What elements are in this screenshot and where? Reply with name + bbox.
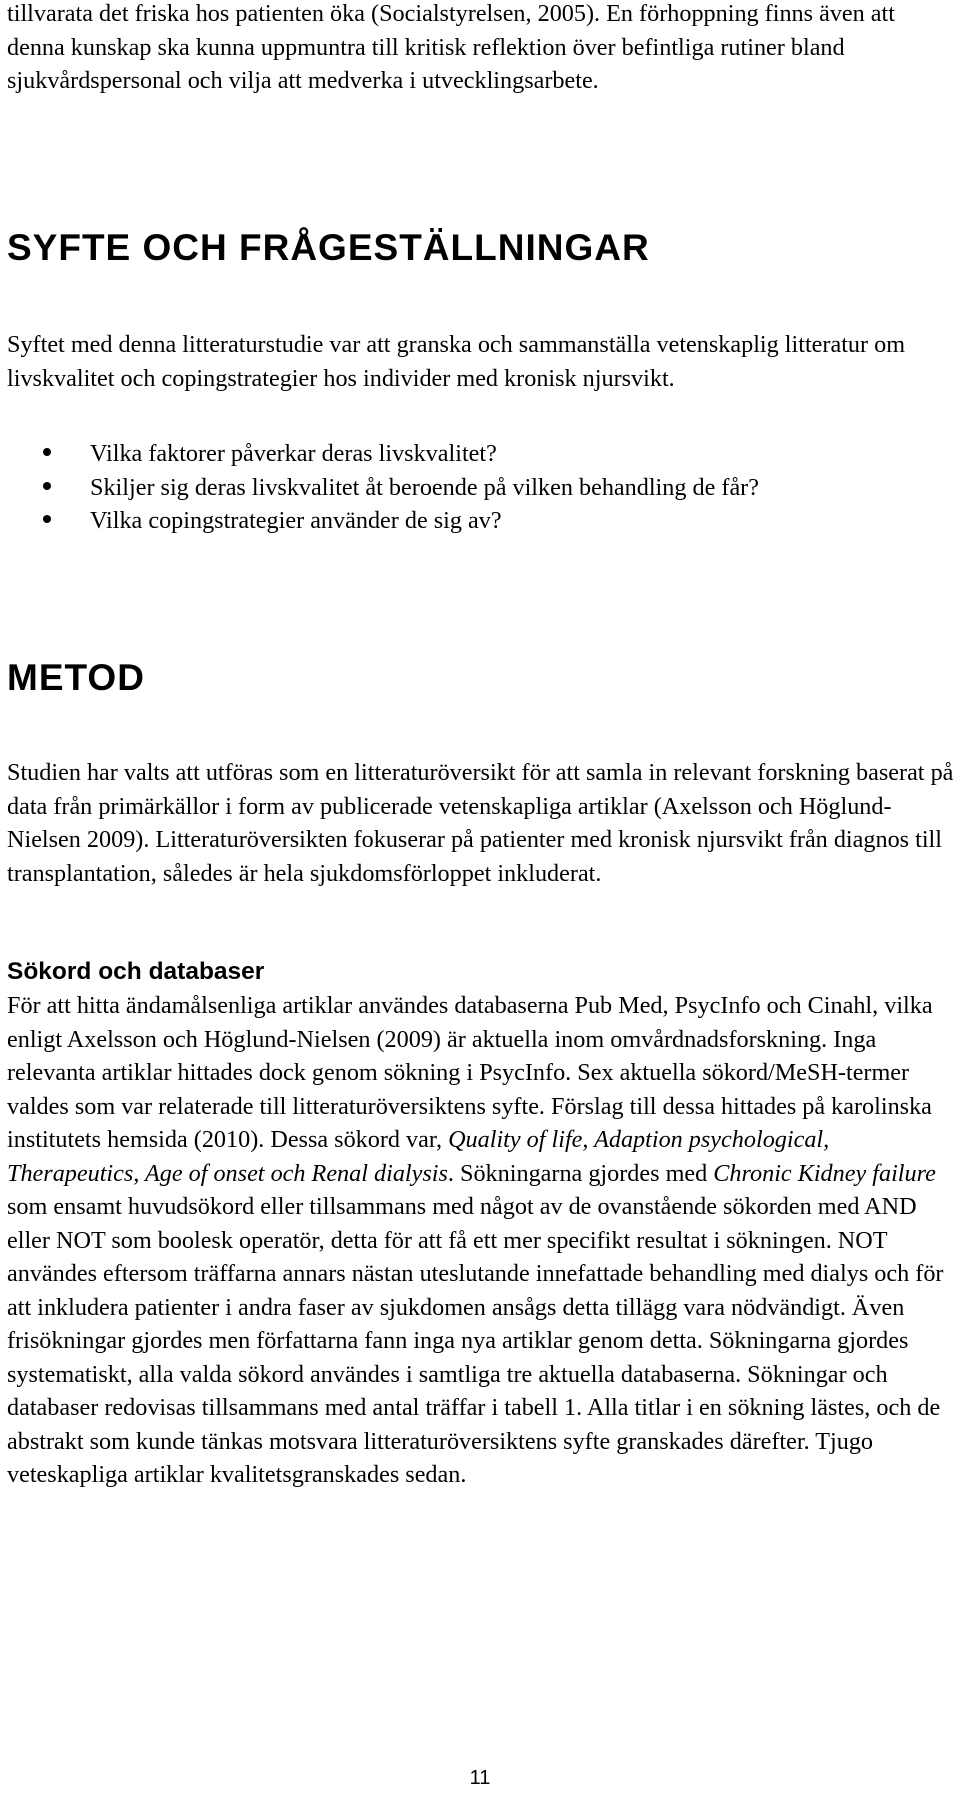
search-heading: Sökord och databaser bbox=[7, 958, 265, 985]
list-item: Skiljer sig deras livskvalitet åt beroende på vilken behandling de får? bbox=[0, 471, 950, 505]
bullet-icon bbox=[43, 448, 51, 456]
purpose-heading: SYFTE OCH FRÅGESTÄLLNINGAR bbox=[7, 227, 650, 268]
intro-paragraph: tillvarata det friska hos patienten öka (Socialstyrelsen, 2005). En förhoppning finns även att denna kunskap ska kunna uppmuntra till kritisk reflektion över befintliga rutiner bland sjukvårdspersonal och vilja att medverka i utvecklingsarbete. bbox=[7, 0, 895, 94]
main-search-term: Chronic Kidney failure bbox=[713, 1159, 936, 1187]
bullet-icon bbox=[43, 515, 51, 523]
search-terms: Quality of life, Adaption psychological, Therapeutics, Age of onset och Renal dialysis bbox=[7, 1126, 830, 1187]
list-item: Vilka copingstrategier använder de sig av? bbox=[0, 504, 950, 538]
method-paragraph: Studien har valts att utföras som en litteraturöversikt för att samla in relevant forskning baserat på data från primärkällor i form av publicerade vetenskapliga artiklar (Axelsson och Höglund-Nielsen 2009). Litteraturöversikten fokuserar på patienter med kronisk njursvikt från diagnos till transplantation, således är hela sjukdomsförloppet inkluderat. bbox=[7, 759, 954, 887]
search-paragraph: För att hitta ändamålsenliga artiklar användes databaserna Pub Med, PsycInfo och Cinahl, vilka enligt Axelsson och Höglund-Nielsen (2009) är aktuella inom omvårdnadsforskning. Inga relevanta artiklar hittades dock genom sökning i PsycInfo. Sex aktuella sökord/MeSH-termer valdes som var relaterade till litteraturöversiktens syfte. Förslag till dessa hittades på karolinska institutets hemsida (2010). Dessa sökord var, Quality of life, Adaption psychological, Therapeutics, Age of onset och Renal dialysis. Sökningarna gjordes med Chronic Kidney failure som ensamt huvudsökord eller tillsammans med något av de ovanstående sökorden med AND eller NOT som boolesk operatör, detta för att få ett mer specifikt resultat i sökningen. NOT användes eftersom träffarna annars nästan uteslutande innefattade behandling med dialys och för att inkludera patienter i andra faser av sjukdomen ansågs detta tillägg vara nödvändigt. Även frisökningar gjordes men författarna fann inga nya artiklar genom detta. Sökningarna gjordes systematiskt, alla valda sökord användes i samtliga tre aktuella databaserna. Sökningar och databaser redovisas tillsammans med antal träffar i tabell 1. Alla titlar i en sökning lästes, och de abstrakt som kunde tänkas motsvara litteraturöversiktens syfte granskades därefter. Tjugo veteskapliga artiklar kvalitetsgranskades sedan. bbox=[7, 992, 944, 1488]
list-item: Vilka faktorer påverkar deras livskvalitet? bbox=[0, 437, 950, 471]
research-questions-list bbox=[0, 437, 950, 538]
bullet-icon bbox=[43, 482, 51, 490]
page-number: 11 bbox=[469, 1767, 491, 1789]
purpose-paragraph: Syftet med denna litteraturstudie var att granska och sammanställa vetenskaplig litteratur om livskvalitet och copingstrategier hos individer med kronisk njursvikt. bbox=[7, 331, 906, 392]
method-heading: METOD bbox=[7, 657, 145, 698]
